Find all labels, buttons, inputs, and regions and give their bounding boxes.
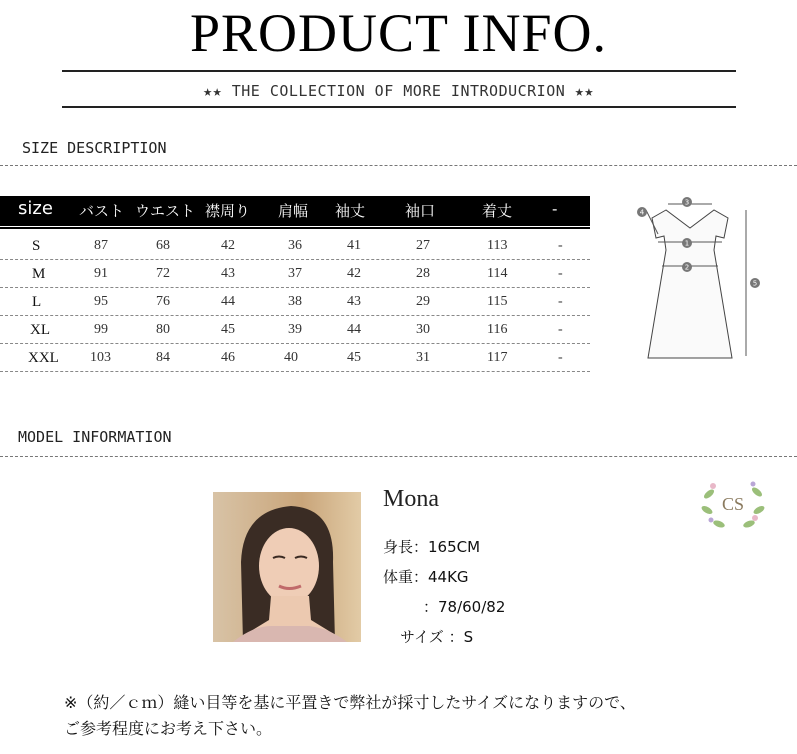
table-row (0, 316, 590, 344)
size-table-header (0, 196, 590, 226)
row-cell: - (558, 294, 563, 309)
row-cell: - (558, 350, 563, 365)
table-row (0, 288, 590, 316)
marker-label-3: 3 (684, 198, 690, 207)
row-cell: 103 (90, 350, 111, 365)
model-name: Mona (383, 486, 439, 512)
row-cell-size: XL (30, 322, 50, 338)
model-size: サイズ ：S (400, 628, 474, 646)
model-weight: 体重：44KG (383, 568, 469, 586)
row-cell: - (558, 266, 563, 281)
model-photo (213, 492, 361, 642)
row-cell: 45 (221, 322, 235, 337)
row-cell-size: XXL (28, 350, 59, 366)
measurement-note-line2: ご参考程度にお考え下さい。 (64, 719, 273, 738)
header-cell-cuff: 袖口 (405, 202, 436, 220)
header-cell-extra: - (552, 200, 558, 218)
marker-label-1: 1 (684, 239, 690, 248)
header-cell-sleeve-length: 袖丈 (335, 202, 366, 220)
row-cell: 43 (221, 266, 235, 281)
row-cell: 43 (347, 294, 361, 309)
row-cell: - (558, 238, 563, 253)
row-cell: 31 (416, 350, 430, 365)
row-cell: 44 (221, 294, 235, 309)
brand-logo (697, 474, 769, 534)
header-cell-length: 着丈 (482, 202, 513, 220)
row-cell: 36 (288, 238, 302, 253)
row-cell-size: S (32, 238, 41, 254)
header-cell-shoulder: 肩幅 (278, 202, 309, 220)
page-subtitle: ★★ THE COLLECTION OF MORE INTRODUCRION ★★ (203, 82, 594, 100)
row-cell: 38 (288, 294, 302, 309)
row-cell: 40 (284, 350, 298, 365)
row-cell: - (558, 322, 563, 337)
title-rule-bottom (62, 106, 736, 108)
header-cell-neck: 襟周り (205, 202, 251, 220)
row-cell: 99 (94, 322, 108, 337)
marker-label-2: 2 (684, 263, 690, 272)
table-row (0, 232, 590, 260)
row-cell: 37 (288, 266, 302, 281)
row-cell: 39 (288, 322, 302, 337)
header-cell-size: size (18, 198, 53, 219)
logo-text: CS (721, 494, 745, 514)
row-cell-size: L (32, 294, 42, 310)
model-height: 身長：165CM (383, 538, 481, 556)
marker-label-4: 4 (639, 208, 645, 217)
row-cell: 28 (416, 266, 430, 281)
row-cell: 29 (416, 294, 430, 309)
header-cell-bust: バスト (79, 202, 125, 220)
row-cell: 113 (487, 238, 508, 253)
row-cell: 72 (156, 266, 170, 281)
size-section-divider (0, 165, 797, 166)
dress-measurement-diagram (620, 188, 780, 368)
row-cell: 46 (221, 350, 235, 365)
page-title: PRODUCT INFO. (189, 3, 608, 63)
header-cell-waist: ウエスト (135, 202, 196, 220)
row-cell: 95 (94, 294, 108, 309)
row-cell: 114 (487, 266, 508, 281)
row-cell: 116 (487, 322, 508, 337)
title-rule-top (62, 70, 736, 72)
row-cell: 117 (487, 350, 508, 365)
row-cell: 42 (221, 238, 235, 253)
marker-label-5: 5 (752, 279, 758, 288)
row-cell: 41 (347, 238, 361, 253)
model-section-label: MODEL INFORMATION (18, 428, 172, 446)
row-cell: 76 (156, 294, 170, 309)
row-cell: 27 (416, 238, 430, 253)
model-section-divider (0, 456, 797, 457)
table-row (0, 344, 590, 372)
row-cell: 115 (487, 294, 508, 309)
size-section-label: SIZE DESCRIPTION (22, 139, 167, 157)
row-cell: 68 (156, 238, 170, 253)
row-cell: 45 (347, 350, 361, 365)
row-cell: 84 (156, 350, 170, 365)
row-cell: 87 (94, 238, 108, 253)
row-cell: 42 (347, 266, 361, 281)
measurement-note-line1: ※（約／ｃｍ）縫い目等を基に平置きで弊社が採寸したサイズになりますので、 (64, 693, 636, 712)
row-cell: 80 (156, 322, 170, 337)
row-cell: 30 (416, 322, 430, 337)
row-cell-size: M (32, 266, 46, 282)
row-cell: 44 (347, 322, 361, 337)
model-measurements: ：78/60/82 (423, 598, 506, 616)
table-row (0, 260, 590, 288)
row-cell: 91 (94, 266, 108, 281)
